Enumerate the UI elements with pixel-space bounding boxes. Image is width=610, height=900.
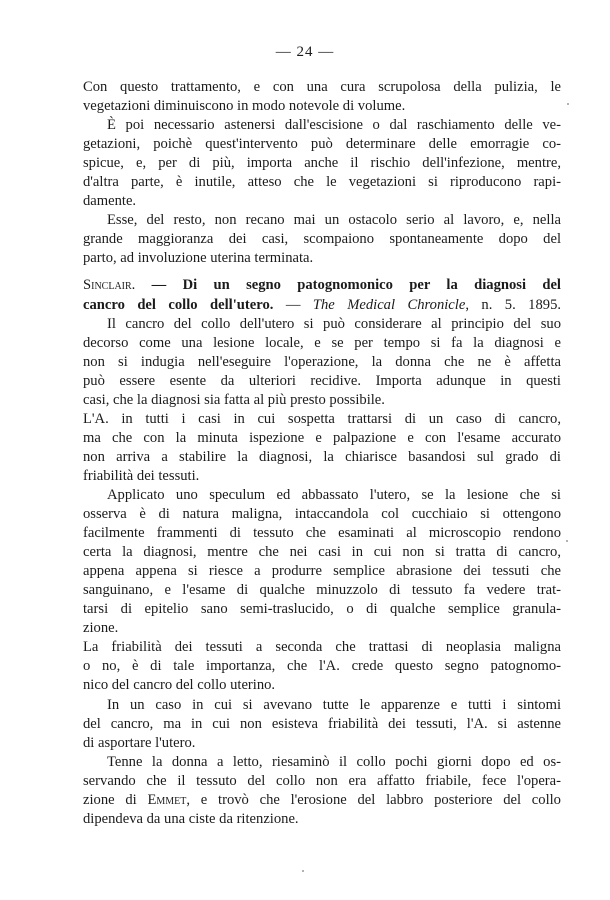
text-line: L'A. in tutti i casi in cui sospetta trattarsi di un caso di cancro, [83,410,561,427]
text-line: La friabilità dei tessuti a seconda che trattasi di neoplasia maligna [83,639,561,656]
scan-speck [302,870,304,872]
text-line: decorso come una lesione locale, e se per tempo si fa la diagnosi e [83,334,561,351]
surgeon-name: Emmet [147,791,187,808]
text-fragment: zione di [83,791,148,808]
text-line: Con questo trattamento, e con una cura scrupolosa della pulizia, le [83,79,561,95]
body-text [83,78,561,829]
page-number: — 24 — [275,44,335,60]
journal-name: The Medical Chronicle [312,296,466,313]
text-line: Applicato uno speculum ed abbassato l'utero, se la lesione che si [107,486,561,503]
text-line: friabilità dei tessuti. [83,467,200,484]
text-line: servando che il tessuto del collo non era affatto friabile, fece l'opera- [83,772,561,789]
text-line: Esse, del resto, non recano mai un ostacolo serio al lavoro, e, nella [107,212,561,229]
scan-speck [567,103,569,105]
text-line: non arriva a stabilire la diagnosi, la chiarisce basandosi sul grado di [83,448,561,465]
journal-issue: , n. 5. 1895. [465,296,562,313]
text-line: vegetazioni diminuiscono in modo notevole di volume. [83,98,406,115]
text-line: facilmente frammenti di tessuto che esaminati al microscopio rendono [83,525,561,542]
text-line: d'altra parte, è inutile, atteso che le vegetazioni si riproducono rapi- [83,174,561,191]
text-line: appena appena si riesce a produrre semplice abrasione dei tessuti che [83,563,561,580]
article-author: Sinclair. [83,277,136,294]
text-line: osserva è di natura maligna, intaccandola col cucchiaio si ottengono [83,506,561,523]
source-separator: — [273,296,313,313]
text-fragment: , e trovò che l'erosione del labbro posteriore del collo [186,791,561,808]
text-line: Il cancro del collo dell'utero si può considerare al principio del suo [107,315,561,332]
scan-speck [566,540,568,542]
text-line: o no, è di tale importanza, che l'A. crede questo segno patognomo- [83,658,561,675]
text-line: Tenne la donna a letto, riesaminò il collo pochi giorni dopo ed os- [107,753,561,770]
article-heading-line-2 [83,296,561,315]
article-title-part-2: cancro del collo dell'utero. [83,296,274,313]
text-line: zione. [83,620,119,637]
text-line: damente. [83,193,137,210]
text-line: certa la diagnosi, mentre che nei casi in cui non si tratta di cancro, [83,544,561,561]
text-line: In un caso in cui si avevano tutte le apparenze e tutti i sintomi [107,696,561,713]
text-line: ma che con la minuta ispezione e palpazione e con l'esame accurato [83,429,561,446]
text-line: può essere esente da ulteriori recidive. Importa adunque in questi [83,372,561,389]
text-line: di asportare l'utero. [83,734,196,751]
text-line: dipendeva da una ciste da ritenzione. [83,810,299,827]
text-line: nico del cancro del collo uterino. [83,677,276,694]
text-line: tarsi di epitelio sano semi-traslucido, o di qualche semplice granula- [83,601,561,618]
text-line: spicue, e, per di più, importa anche il rischio dell'infezione, mentre, [83,155,561,172]
article-heading-line-1 [83,276,561,295]
text-line: del cancro, ma in cui non esisteva friabilità dei tessuti, l'A. si astenne [83,715,561,732]
text-line: casi, che la diagnosi sia fatta al più presto possibile. [83,391,385,408]
article-title-part-1: — Di un segno patognomonico per la diagnosi del [135,277,561,294]
text-line: non si indugia nell'eseguire l'operazione, la donna che ne è affetta [83,353,561,370]
text-line: sanguinano, e l'esame di qualche minuzzolo di tessuto fa vedere trat- [83,582,561,599]
text-line: grande maggioranza dei casi, scompaiono spontaneamente dopo del [83,231,561,248]
text-line: getazioni, poichè quest'intervento può determinare delle emorragie co- [83,136,561,153]
text-line [83,791,561,810]
text-line: È poi necessario astenersi dall'escisione o dal raschiamento delle ve- [107,117,561,134]
text-line: parto, ad involuzione uterina terminata. [83,250,314,267]
